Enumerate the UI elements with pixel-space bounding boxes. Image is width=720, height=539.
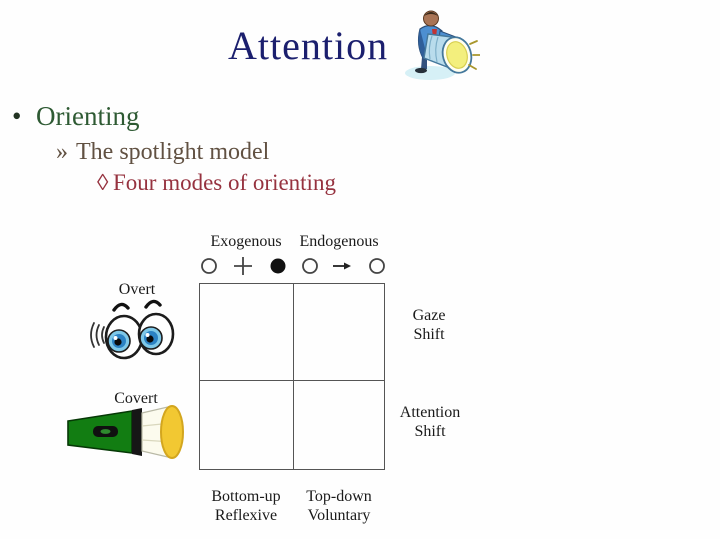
guillemet-marker: » — [56, 139, 68, 165]
diamond-marker: ◊ — [97, 170, 109, 195]
right-eyebrow — [146, 301, 160, 307]
open-circle-icon — [202, 259, 216, 273]
label-gaze-shift — [393, 306, 465, 344]
flashlight-clipart — [66, 404, 192, 460]
open-circle-icon — [370, 259, 384, 273]
top-down-line2: Voluntary — [307, 507, 371, 524]
flashlight-switch-button — [101, 429, 111, 434]
grid-horizontal-divider — [200, 380, 384, 381]
four-modes-grid — [199, 283, 385, 470]
cue-symbol-row — [196, 255, 390, 277]
bullet-row-four-modes — [97, 170, 336, 196]
left-glint — [114, 336, 118, 340]
motion-lines-icon — [91, 323, 104, 347]
column-header-endogenous: Endogenous — [299, 233, 379, 250]
bottom-up-line2: Reflexive — [214, 507, 278, 524]
label-attention-shift — [390, 403, 470, 441]
bullet-dot-marker: • — [12, 101, 22, 131]
bullet-row-orienting — [12, 101, 139, 132]
bullet-label-four-modes: Four modes of orienting — [113, 170, 336, 195]
column-header-exogenous: Exogenous — [210, 233, 282, 250]
left-eyebrow — [114, 304, 128, 310]
bullet-label-spotlight-model: The spotlight model — [76, 139, 270, 165]
grid-vertical-divider — [293, 284, 294, 469]
spotlight-person-clipart — [396, 7, 480, 81]
plus-icon — [234, 257, 252, 275]
gaze-shift-line1: Gaze — [412, 307, 446, 324]
row-label-covert: Covert — [114, 390, 158, 407]
label-bottom-up-reflexive — [199, 487, 293, 525]
label-top-down-voluntary — [293, 487, 385, 525]
eyes-clipart — [88, 297, 180, 363]
page-title: Attention — [228, 23, 389, 68]
flashlight-band — [132, 408, 142, 456]
flashlight-lens — [161, 406, 183, 458]
attention-shift-line1: Attention — [399, 404, 461, 421]
open-circle-icon — [303, 259, 317, 273]
filled-circle-icon — [271, 259, 286, 274]
bottom-up-line1: Bottom-up — [211, 488, 281, 505]
right-arrow-icon — [333, 263, 351, 270]
bullet-label-orienting: Orienting — [36, 101, 140, 131]
person-shoe — [415, 68, 427, 73]
top-down-line1: Top-down — [306, 488, 372, 505]
right-glint — [146, 333, 150, 337]
bullet-row-spotlight-model — [56, 139, 269, 166]
gaze-shift-line2: Shift — [413, 326, 445, 343]
attention-shift-line2: Shift — [414, 423, 446, 440]
row-label-overt: Overt — [118, 281, 156, 298]
clipart-shadow — [405, 66, 455, 80]
